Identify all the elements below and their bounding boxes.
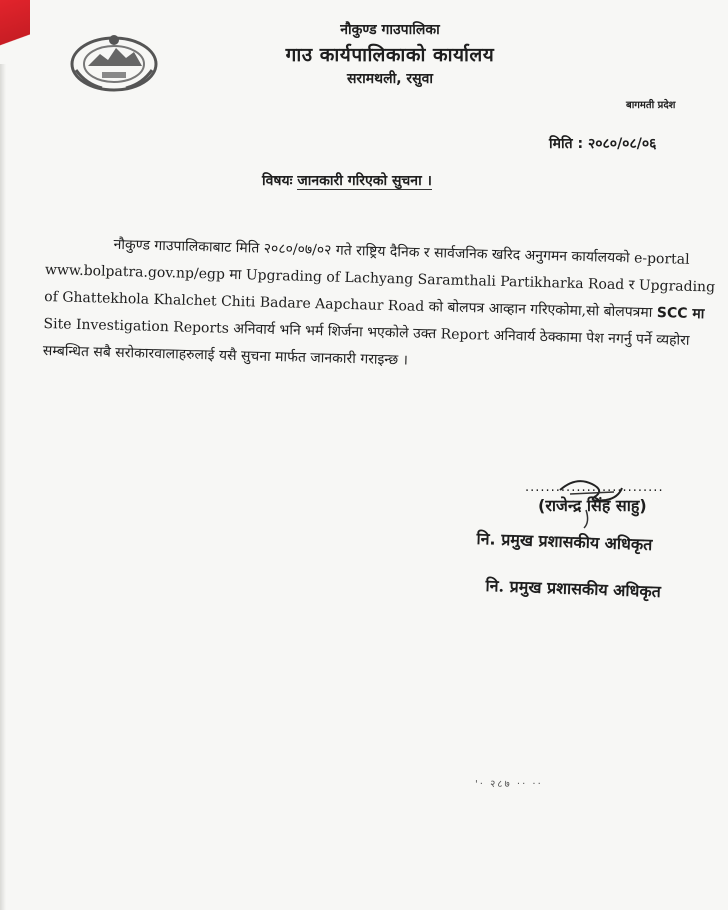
- subject-text: जानकारी गरिएको सुचना ।: [297, 173, 432, 189]
- office-address: सरामथली, रसुवा: [346, 71, 434, 87]
- letterhead: [250, 20, 530, 88]
- subject-line: [262, 171, 432, 190]
- subject-prefix: विषयः: [262, 173, 293, 189]
- signatory-title-handwritten: नि. प्रमुख प्रशासकीय अधिकृत: [485, 575, 662, 602]
- notice-scc-text: SCC मा: [656, 305, 705, 323]
- municipality-name: नौकुण्ड गाउपालिका: [340, 22, 440, 38]
- notice-body: [42, 230, 717, 383]
- footer-marks: '· २८७ ·· ··: [475, 779, 543, 790]
- signatory-title: नि. प्रमुख प्रशासकीय अधिकृत: [476, 528, 653, 555]
- red-corner-mark: [0, 0, 30, 64]
- notice-paragraph: [42, 230, 717, 383]
- page-edge-shadow: [0, 0, 6, 910]
- signature-line: ...........................: [525, 480, 664, 495]
- signatory-name: (राजेन्द्र सिंह साहु): [538, 496, 647, 515]
- paragraph-indent: [46, 247, 114, 249]
- notice-text-part1: नौकुण्ड गाउपालिकाबाट मिति २०८०/०७/०२ गते राष्ट्रिय दैनिक र सार्वजनिक खरिद अनुगमन कार्यालयको e-portal www.bolpatra.gov.np/egp मा Upgrading of Lachyang Saramthali Partikharka Road र Upgrading of Ghattekhola Khalchet Chiti Badare Aapchaur Road को बोलपत्र आव्हान गरिएकोमा,सो बोलपत्रमा: [44, 236, 716, 321]
- office-name: गाउ कार्यपालिकाको कार्यालय: [285, 44, 495, 66]
- municipality-emblem-icon: [66, 30, 162, 96]
- province-name: बागमती प्रदेश: [626, 100, 676, 111]
- document-date: मिति : २०८०/०८/०६: [549, 136, 657, 152]
- notice-text-part2: Site Investigation Reports अनिवार्य भनि भर्म शिर्जना भएकोले उक्त Report अनिवार्य ठेक्कामा पेश नगर्नु पर्ने व्यहोरा सम्बन्धित सबै सरोकारवालाहरुलाई यसै सुचना मार्फत जानकारी गराइन्छ ।: [42, 315, 690, 369]
